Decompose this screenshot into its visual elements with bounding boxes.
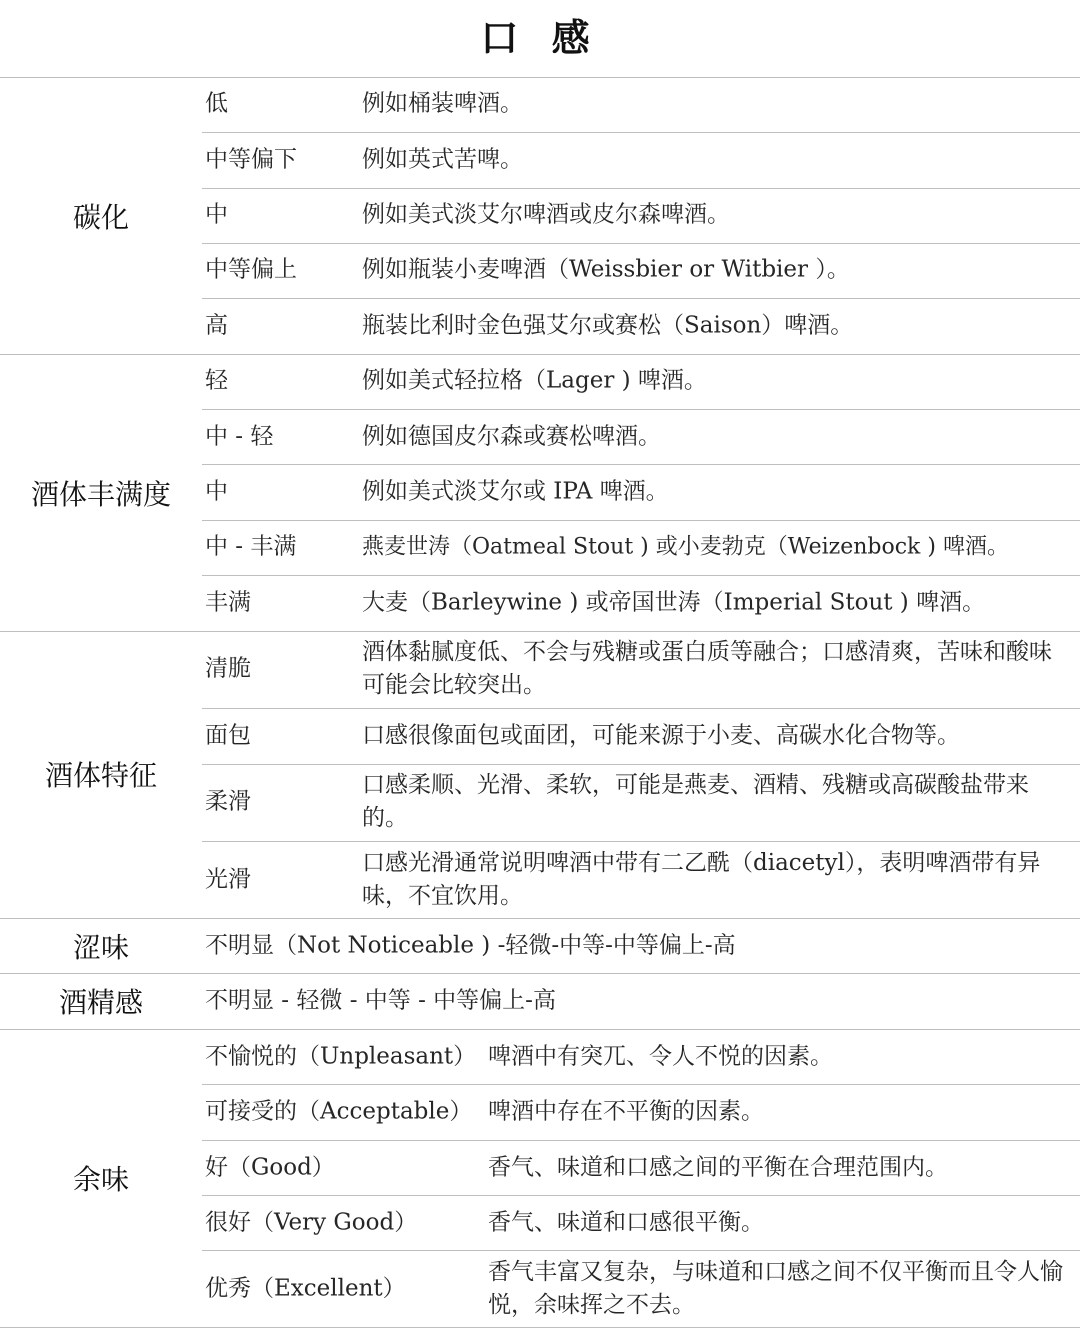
level-label: 中等偏上 xyxy=(205,256,297,283)
level-description: 香气、味道和口感之间的平衡在合理范围内。 xyxy=(488,1154,948,1181)
divider xyxy=(202,1140,1080,1141)
divider xyxy=(202,764,1080,765)
level-label: 中等偏下 xyxy=(205,146,297,173)
level-description: 例如美式淡艾尔啤酒或皮尔森啤酒。 xyxy=(362,201,730,228)
divider xyxy=(202,1250,1080,1251)
divider xyxy=(202,188,1080,189)
divider xyxy=(0,918,1080,919)
level-label: 中 xyxy=(205,201,228,228)
level-label: 很好（Very Good） xyxy=(205,1209,418,1236)
level-description: 例如瓶装小麦啤酒（Weissbier or Witbier ）。 xyxy=(362,256,850,283)
level-description: 例如德国皮尔森或赛松啤酒。 xyxy=(362,423,661,450)
level-label: 好（Good） xyxy=(205,1154,335,1181)
level-label: 丰满 xyxy=(205,589,251,616)
level-description: 酒体黏腻度低、不会与残糖或蛋白质等融合；口感清爽，苦味和酸味可能会比较突出。 xyxy=(362,639,1052,698)
level-label: 清脆 xyxy=(205,655,251,682)
level-description: 瓶装比利时金色强艾尔或赛松（Saison）啤酒。 xyxy=(362,312,854,339)
level-description: 例如美式轻拉格（Lager ) 啤酒。 xyxy=(362,367,707,394)
level-label: 高 xyxy=(205,312,228,339)
level-label: 光滑 xyxy=(205,866,251,893)
category-texture: 酒体特征 xyxy=(44,759,157,792)
category-body: 酒体丰满度 xyxy=(30,478,171,511)
level-description: 例如桶装啤酒。 xyxy=(362,90,523,117)
level-label: 中 xyxy=(205,478,228,505)
level-description: 口感柔顺、光滑、柔软，可能是燕麦、酒精、残糖或高碳酸盐带来的。 xyxy=(362,772,1029,831)
level-label: 优秀（Excellent） xyxy=(205,1275,406,1302)
alcohol-scale: 不明显 - 轻微 - 中等 - 中等偏上-高 xyxy=(205,987,556,1014)
level-label: 不愉悦的（Unpleasant） xyxy=(205,1043,477,1070)
level-description: 啤酒中存在不平衡的因素。 xyxy=(488,1098,764,1125)
level-label: 轻 xyxy=(205,367,228,394)
category-alcohol: 酒精感 xyxy=(58,986,143,1019)
divider xyxy=(202,409,1080,410)
level-description: 燕麦世涛（Oatmeal Stout ) 或小麦勃克（Weizenbock ) 啤酒。 xyxy=(362,534,1009,560)
divider xyxy=(202,841,1080,842)
level-label: 面包 xyxy=(205,722,251,749)
divider xyxy=(0,354,1080,355)
divider xyxy=(0,1029,1080,1030)
level-label: 中 - 丰满 xyxy=(205,533,297,560)
level-description: 口感很像面包或面团，可能来源于小麦、高碳水化合物等。 xyxy=(362,722,960,749)
level-description: 香气、味道和口感很平衡。 xyxy=(488,1209,764,1236)
divider xyxy=(202,1195,1080,1196)
divider xyxy=(202,298,1080,299)
divider xyxy=(202,575,1080,576)
category-finish: 余味 xyxy=(72,1163,129,1196)
divider xyxy=(0,77,1080,78)
divider xyxy=(202,243,1080,244)
level-label: 中 - 轻 xyxy=(205,423,274,450)
divider xyxy=(202,464,1080,465)
level-description: 香气丰富又复杂，与味道和口感之间不仅平衡而且令人愉悦，余味挥之不去。 xyxy=(488,1259,1063,1318)
category-carbonation: 碳化 xyxy=(72,201,129,234)
page-title: 口 感 xyxy=(480,16,600,60)
divider xyxy=(0,1327,1080,1328)
divider xyxy=(202,708,1080,709)
level-label: 低 xyxy=(205,90,228,117)
divider xyxy=(202,520,1080,521)
level-description: 口感光滑通常说明啤酒中带有二乙酰（diacetyl），表明啤酒带有异味，不宜饮用。 xyxy=(362,850,1041,909)
divider xyxy=(202,132,1080,133)
level-description: 大麦（Barleywine ) 或帝国世涛（Imperial Stout ) 啤酒。 xyxy=(362,589,986,616)
divider xyxy=(0,631,1080,632)
level-label: 可接受的（Acceptable） xyxy=(205,1098,473,1125)
level-description: 啤酒中有突兀、令人不悦的因素。 xyxy=(488,1043,833,1070)
level-label: 柔滑 xyxy=(205,788,251,815)
level-description: 例如英式苦啤。 xyxy=(362,146,523,173)
level-description: 例如美式淡艾尔或 IPA 啤酒。 xyxy=(362,478,669,505)
divider xyxy=(202,1084,1080,1085)
category-astringency: 涩味 xyxy=(72,931,129,964)
astringency-scale: 不明显（Not Noticeable ) -轻微-中等-中等偏上-高 xyxy=(205,932,736,959)
divider xyxy=(0,973,1080,974)
